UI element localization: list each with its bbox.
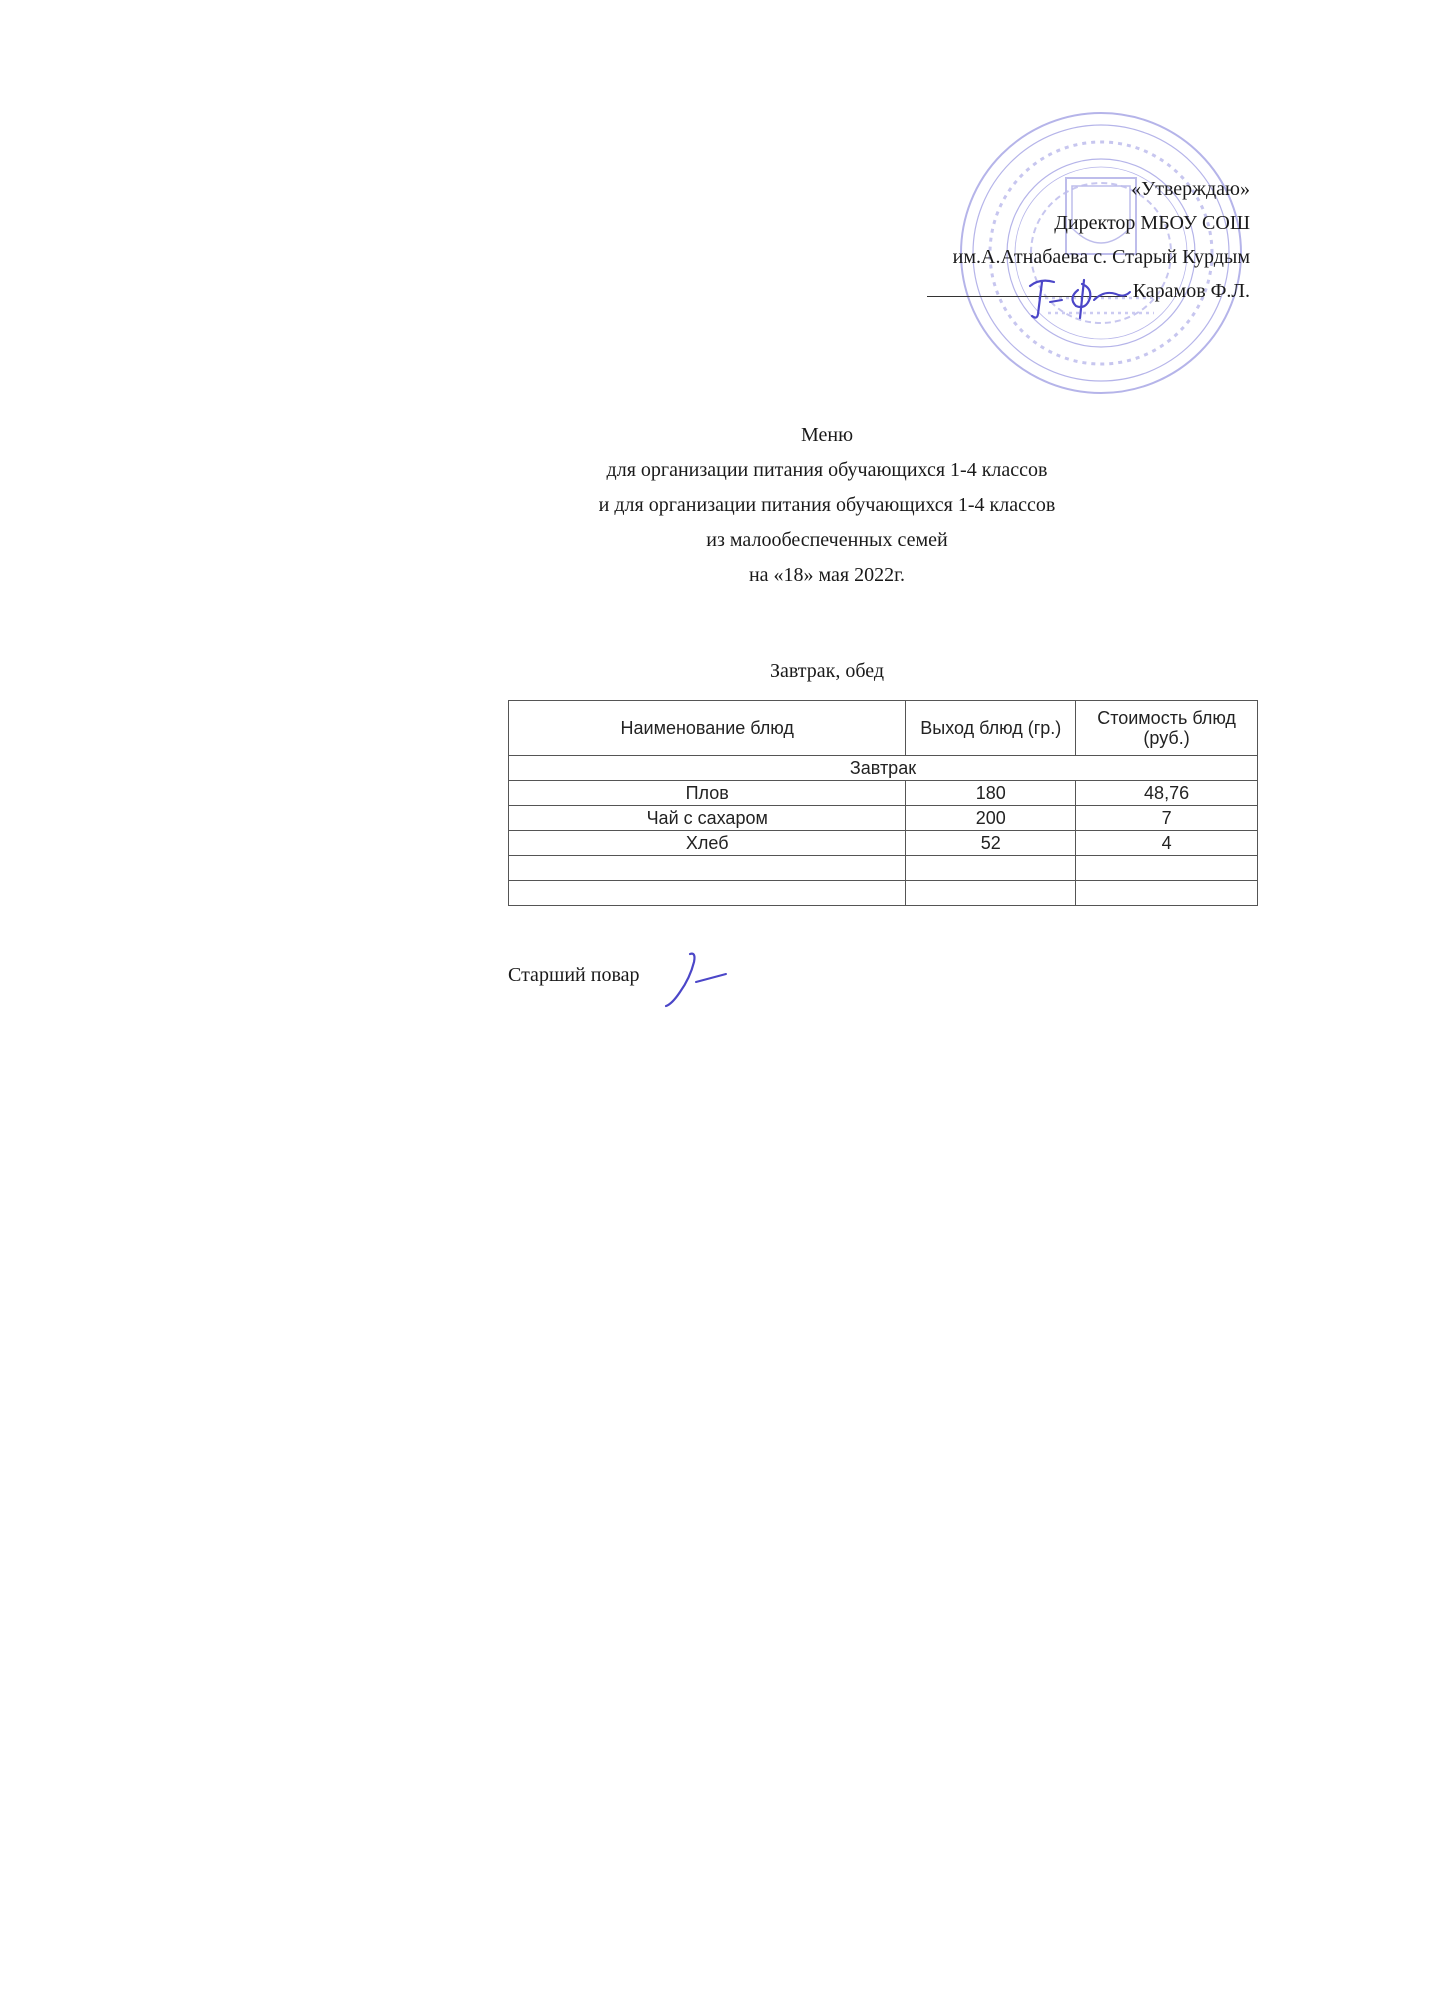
document-title	[527, 418, 1127, 593]
dish-name: Хлеб	[509, 831, 906, 856]
table-row-empty	[509, 881, 1258, 906]
faded-cell	[1076, 856, 1258, 881]
approval-heading: «Утверждаю»	[1131, 178, 1250, 200]
group-label-breakfast: Завтрак	[509, 756, 1258, 781]
column-header-dish: Наименование блюд	[509, 701, 906, 756]
title-line-1: Меню	[800, 424, 854, 446]
faded-cell	[906, 856, 1076, 881]
table-row	[509, 781, 1258, 806]
empty-cell	[1076, 881, 1258, 906]
table-group-row	[509, 756, 1258, 781]
dish-name: Плов	[509, 781, 906, 806]
approval-position: Директор МБОУ СОШ	[1054, 212, 1250, 234]
dish-cost: 7	[1076, 806, 1258, 831]
column-header-yield: Выход блюд (гр.)	[906, 701, 1076, 756]
title-line-5: на «18» мая 2022г.	[748, 564, 906, 586]
title-line-2: для организации питания обучающихся 1-4 классов	[606, 459, 1048, 481]
dish-yield: 180	[906, 781, 1076, 806]
table-header-row	[509, 701, 1258, 756]
section-caption: Завтрак, обед	[769, 660, 885, 682]
cook-label: Старший повар	[508, 964, 640, 986]
column-header-cost: Стоимость блюд (руб.)	[1076, 701, 1258, 756]
table-row	[509, 831, 1258, 856]
dish-cost: 4	[1076, 831, 1258, 856]
dish-name: Чай с сахаром	[509, 806, 906, 831]
table-row	[509, 806, 1258, 831]
handwritten-signature-icon	[1020, 270, 1140, 330]
empty-cell	[906, 881, 1076, 906]
title-line-4: из малообеспеченных семей	[706, 529, 948, 551]
faded-cell	[509, 856, 906, 881]
dish-cost: 48,76	[1076, 781, 1258, 806]
title-line-3: и для организации питания обучающихся 1-4 классов	[598, 494, 1056, 516]
empty-cell	[509, 881, 906, 906]
dish-yield: 52	[906, 831, 1076, 856]
approval-school: им.А.Атнабаева с. Старый Курдым	[952, 246, 1250, 268]
menu-table	[508, 700, 1258, 906]
table-row-faded	[509, 856, 1258, 881]
dish-yield: 200	[906, 806, 1076, 831]
approval-name: Карамов Ф.Л.	[1132, 280, 1250, 302]
handwritten-signature-icon	[656, 948, 736, 1012]
